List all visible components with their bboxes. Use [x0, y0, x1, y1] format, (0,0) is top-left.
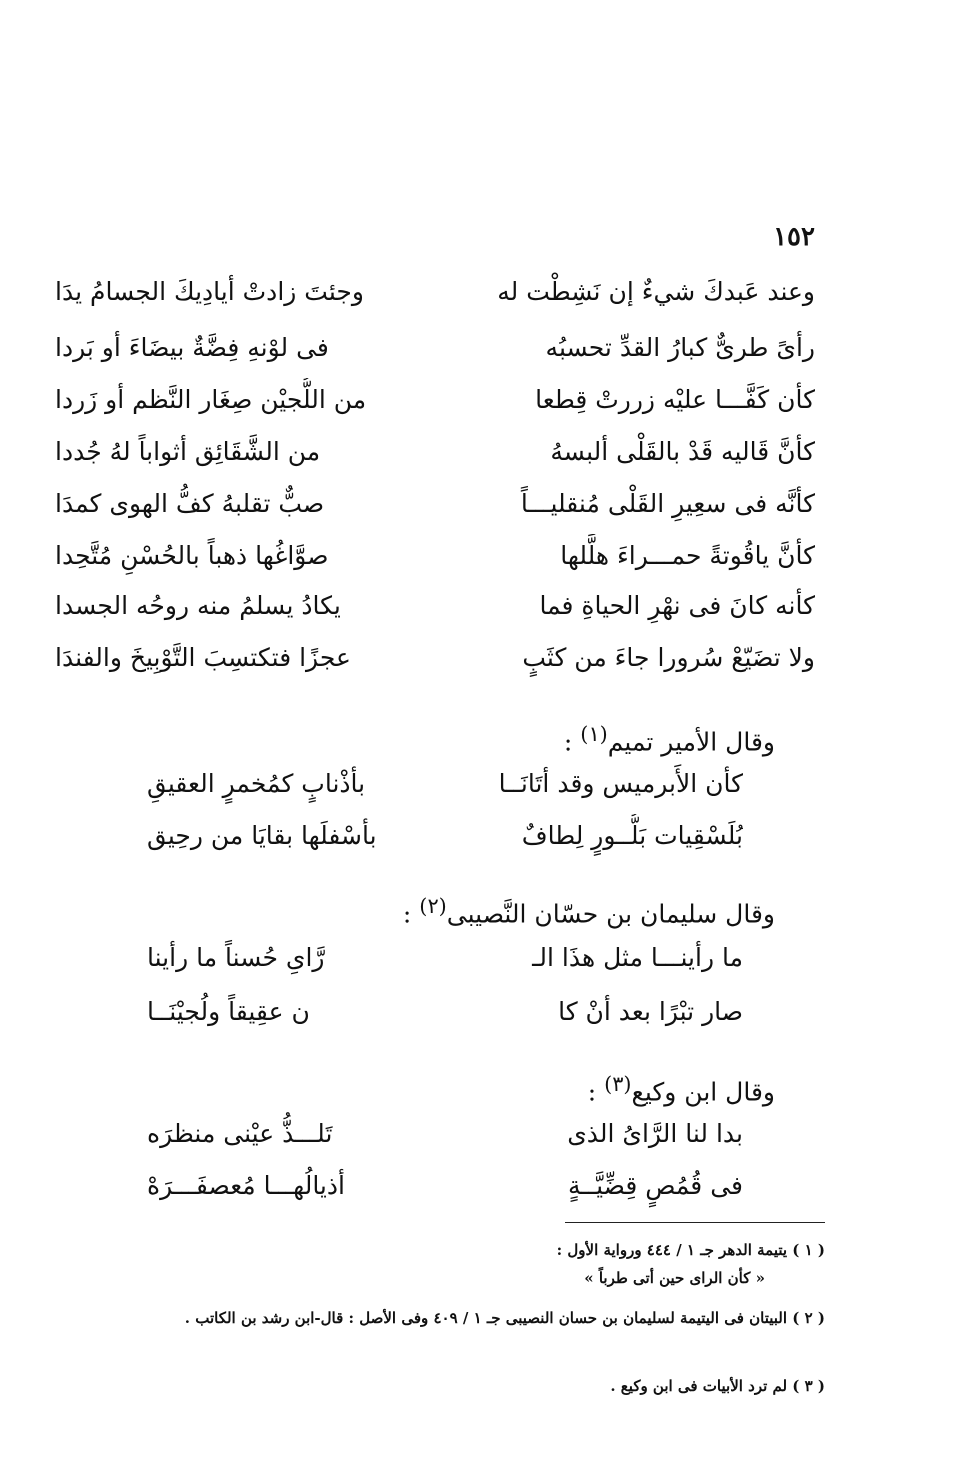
- footnote-marker: ( ٢ ): [792, 1309, 825, 1327]
- verse-first-hemistich: كأنَّ قَاليه قَدْ بالقَلْى ألبسهُ: [550, 437, 815, 466]
- section-heading: وقال سليمان بن حسّان النَّصيبى$^{(٢)}$ :: [402, 894, 775, 929]
- verse-first-hemistich: فى قُمُصٍ قِضِّيَّــةٍ: [568, 1171, 743, 1200]
- heading-text: وقال الأمير تميم: [607, 727, 775, 757]
- verse-second-hemistich: صبٌّ تقلبهُ كفُّ الهوى كمدَا: [55, 489, 325, 518]
- verse-second-hemistich: فى لوْنهِ فِضَّةٌ بيضَاءَ أو بَردا: [55, 333, 329, 362]
- footnote-divider: [565, 1222, 825, 1223]
- verse-first-hemistich: بُلَسْقِيات بَلُّــورٍ لِطافٌ: [521, 821, 743, 850]
- footnote: [135, 1236, 825, 1292]
- verse-second-hemistich: تَلـــذُّ عيْنى منظرَه: [147, 1119, 333, 1148]
- verse-line: [0, 270, 975, 314]
- verse-line: [0, 1112, 975, 1156]
- footnote-marker: ( ٣ ): [792, 1377, 825, 1395]
- verse-second-hemistich: ن عقِيقاً ولُجيْنَــا: [147, 997, 310, 1026]
- verse-first-hemistich: كأنَّ ياقُوتةً حمـــراءَ هلَّلها: [560, 541, 815, 570]
- footnote-marker: ( ١ ): [792, 1241, 825, 1259]
- verse-second-hemistich: وجئتَ زادتْ أيادِيكَ الجسامُ يدَا: [55, 277, 364, 306]
- verse-first-hemistich: صار تبْرًا بعد أنْ كا: [558, 997, 743, 1026]
- verse-line: [0, 814, 975, 858]
- verse-second-hemistich: بأذْنابٍ كمُخمرٍ العقيقِ: [147, 769, 366, 798]
- footnote-text: البيتان فى اليتيمة لسليمان بن حسان النصيبى جـ ١ / ٤٠٩ وفى الأصل : قال-ابن رشد بن الكاتب .: [184, 1309, 788, 1327]
- verse-second-hemistich: أذيالُهـــا مُعصفَـــرَهْ: [147, 1171, 345, 1200]
- verse-first-hemistich: كأنَّه فى سعِيرِ القَلْى مُنقليـــاً: [520, 489, 815, 518]
- verse-first-hemistich: كأن كَفَّـــا عليْه زررتْ قِطعا: [535, 385, 815, 414]
- footnote-reference: (١): [580, 722, 608, 746]
- heading-text: وقال سليمان بن حسّان النَّصيبى: [446, 899, 775, 929]
- verse-line: [0, 378, 975, 422]
- footnote-quote: « كأن الراى حين أتى طرباً »: [584, 1269, 765, 1287]
- verse-first-hemistich: بدا لنا الرَّاىُ الذى: [567, 1119, 743, 1148]
- verse-second-hemistich: رَّاىِ حُسناً ما رأينا: [147, 943, 325, 972]
- verse-first-hemistich: ما رأينـــا مثل هذَا الـ: [532, 943, 743, 972]
- verse-second-hemistich: من اللُّجيْن صِغَار النَّظم أو زَردا: [55, 385, 367, 414]
- verse-second-hemistich: صوَّاغُها ذهباً بالحُسْنِ مُتَّحِدا: [55, 541, 329, 570]
- verse-first-hemistich: كأن الأَبرميس وقد أتَانَــا: [498, 769, 743, 798]
- heading-text: وقال ابن وكيع: [631, 1077, 775, 1107]
- section-heading: وقال الأمير تميم$^{(١)}$ :: [563, 722, 775, 757]
- verse-line: [0, 936, 975, 980]
- verse-first-hemistich: وعند عَبدكَ شيءٌ إن نَشِطْت له: [497, 277, 815, 306]
- verse-first-hemistich: رأىً طرىٌّ كبارُ القدِّ تحسبُه: [545, 333, 815, 362]
- verse-line: [0, 762, 975, 806]
- verse-line: [0, 482, 975, 526]
- verse-line: [0, 1164, 975, 1208]
- verse-first-hemistich: ولا تضَيّعْ سُرورا جاءَ من كثَبٍ: [522, 643, 815, 672]
- section-heading: وقال ابن وكيع$^{(٣)}$ :: [587, 1072, 775, 1107]
- verse-line: [0, 636, 975, 680]
- verse-second-hemistich: يكادُ يسلمُ منه روحُه الجسدا: [55, 591, 341, 620]
- verse-second-hemistich: من الشَّقَائِق أثواباً لهُ جُددا: [55, 437, 321, 466]
- footnote: [135, 1372, 825, 1400]
- page-number: ١٥٢: [773, 222, 815, 252]
- footnote-reference: (٢): [419, 894, 447, 918]
- verse-second-hemistich: بأسْفلَها بقايَا من رحِيق: [147, 821, 377, 850]
- verse-line: [0, 534, 975, 578]
- verse-first-hemistich: كأنه كانَ فى نهْرِ الحياةِ فما: [539, 591, 815, 620]
- footnote-text: يتيمة الدهر جـ ١ / ٤٤٤ ورواية الأول :: [556, 1241, 788, 1259]
- verse-line: [0, 990, 975, 1034]
- verse-line: [0, 326, 975, 370]
- verse-second-hemistich: عجزًا فتكتسِبَ التَّوْبِيخَ والفندَا: [55, 643, 351, 672]
- footnote-text: لم ترد الأبيات فى ابن وكيع .: [610, 1377, 788, 1395]
- footnote-reference: (٣): [604, 1072, 632, 1096]
- verse-line: [0, 584, 975, 628]
- footnote: [135, 1304, 825, 1332]
- verse-line: [0, 430, 975, 474]
